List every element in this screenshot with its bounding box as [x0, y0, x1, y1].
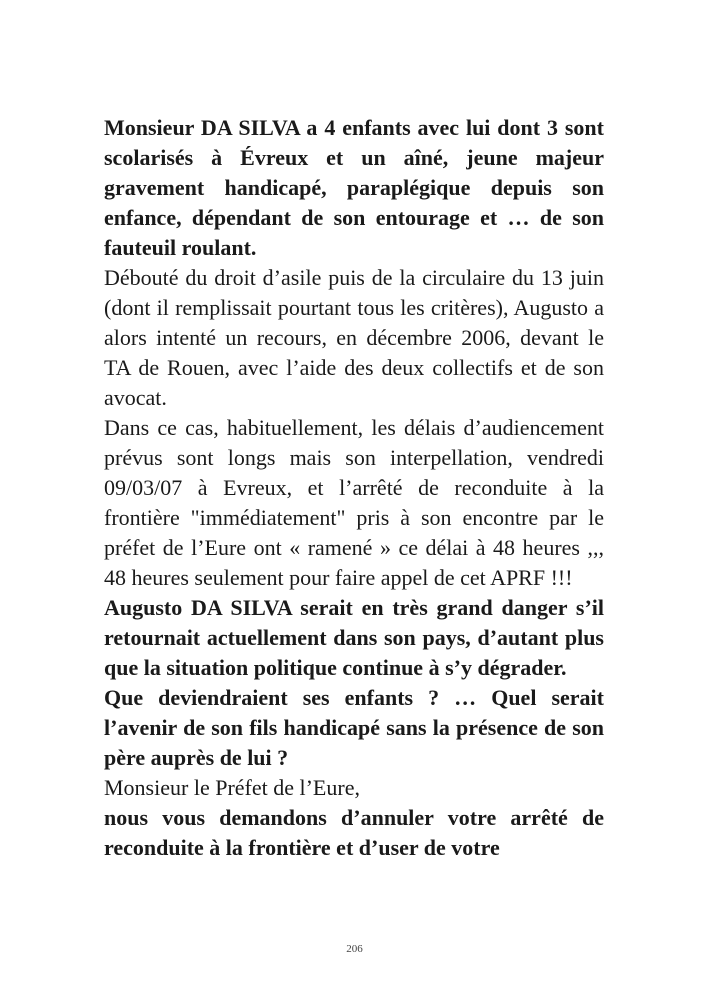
paragraph-family-situation: Monsieur DA SILVA a 4 enfants avec lui dont 3 sont scolarisés à Évreux et un aîné, jeune majeur gravement handicapé, paraplégique depuis son enfance, dépendant de son entourage et … de son fauteuil roulant. — [104, 115, 604, 260]
body-text — [104, 113, 604, 863]
paragraph-request: nous vous demandons d’annuler votre arrêté de reconduite à la frontière et d’user de votre — [104, 805, 604, 860]
paragraph-danger: Augusto DA SILVA serait en très grand danger s’il retournait actuellement dans son pays, d’autant plus que la situation politique continue à s’y dégrader. — [104, 595, 604, 680]
paragraph-children-question: Que deviendraient ses enfants ? … Quel serait l’avenir de son fils handicapé sans la présence de son père auprès de lui ? — [104, 685, 604, 770]
page-number: 206 — [346, 943, 363, 955]
paragraph-asylum-appeal: Débouté du droit d’asile puis de la circulaire du 13 juin (dont il remplissait pourtant tous les critères), Augusto a alors intenté un recours, en décembre 2006, devant le TA de Rouen, avec l’aide des deux collectifs et de son avocat. — [104, 265, 604, 410]
paragraph-salutation: Monsieur le Préfet de l’Eure, — [104, 775, 360, 800]
paragraph-arrest-deadline: Dans ce cas, habituellement, les délais d’audiencement prévus sont longs mais son interpellation, vendredi 09/03/07 à Evreux, et l’arrêté de reconduite à la frontière "immédiatement" pris à son encontre par le préfet de l’Eure ont « ramené » ce délai à 48 heures ,,, 48 heures seulement pour faire appel de cet APRF !!! — [104, 415, 604, 590]
